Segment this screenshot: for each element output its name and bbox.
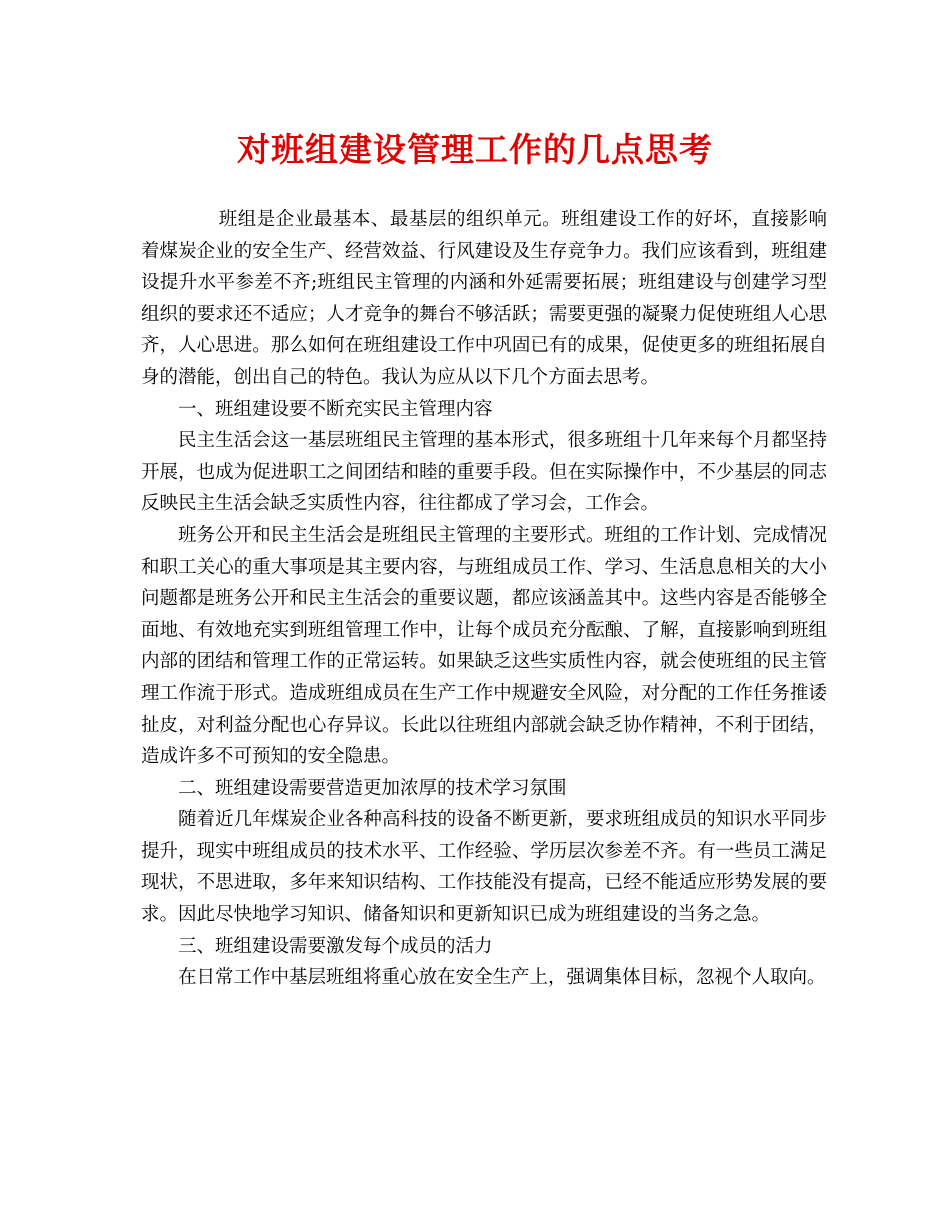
paragraph: 在日常工作中基层班组将重心放在安全生产上，强调集体目标，忽视个人取向。 (178, 967, 826, 989)
section-heading-2: 二、班组建设需要营造更加浓厚的技术学习氛围 (178, 777, 567, 799)
document-body (141, 204, 827, 994)
document-title: 对班组建设管理工作的几点思考 (237, 130, 713, 169)
paragraph: 随着近几年煤炭企业各种高科技的设备不断更新，要求班组成员的知识水平同步提升，现实中班组成员的技术水平、工作经验、学历层次参差不齐。有一些员工满足现状，不思进取，多年来知识结构、工作技能没有提高，已经不能适应形势发展的要求。因此尽快地学习知识、储备知识和更新知识已成为班组建设的当务之急。 (141, 809, 827, 926)
paragraph: 班务公开和民主生活会是班组民主管理的主要形式。班组的工作计划、完成情况和职工关心的重大事项是其主要内容，与班组成员工作、学习、生活息息相关的大小问题都是班务公开和民主生活会的重要议题，都应该涵盖其中。这些内容是否能够全面地、有效地充实到班组管理工作中，让每个成员充分酝酿、了解，直接影响到班组内部的团结和管理工作的正常运转。如果缺乏这些实质性内容，就会使班组的民主管理工作流于形式。造成班组成员在生产工作中规避安全风险，对分配的工作任务推诿扯皮，对利益分配也心存异议。长此以往班组内部就会缺乏协作精神，不利于团结，造成许多不可预知的安全隐患。 (141, 524, 827, 768)
section-heading-3: 三、班组建设需要激发每个成员的活力 (178, 935, 493, 957)
paragraph: 民主生活会这一基层班组民主管理的基本形式，很多班组十几年来每个月都坚持开展，也成为促进职工之间团结和睦的重要手段。但在实际操作中，不少基层的同志反映民主生活会缺乏实质性内容，往往都成了学习会，工作会。 (141, 430, 827, 515)
section-heading-1: 一、班组建设要不断充实民主管理内容 (178, 398, 493, 420)
paragraph-intro: 班组是企业最基本、最基层的组织单元。班组建设工作的好坏，直接影响着煤炭企业的安全生产、经营效益、行风建设及生存竞争力。我们应该看到，班组建设提升水平参差不齐;班组民主管理的内涵和外延需要拓展；班组建设与创建学习型组织的要求还不适应；人才竞争的舞台不够活跃；需要更强的凝聚力促使班组人心思齐，人心思进。那么如何在班组建设工作中巩固已有的成果，促使更多的班组拓展自身的潜能，创出自己的特色。我认为应从以下几个方面去思考。 (141, 209, 827, 388)
